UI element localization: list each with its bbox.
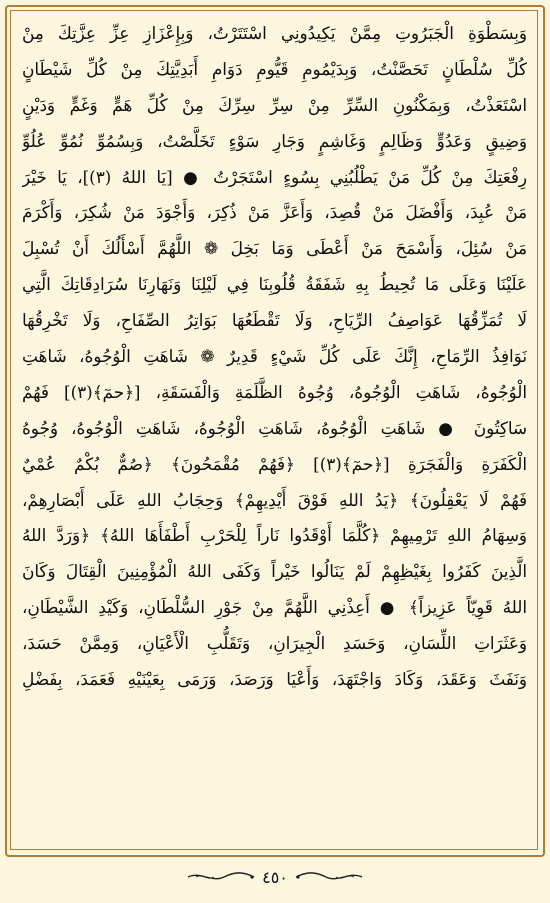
text-line: عَلَيْنَا وَعَلَى مَا تُحِيطُ بِهِ شَفَقَةُ قُلُوبِنَا فِي لَيْلِنَا وَنَهَارِنَا سُرَادِقَاتِكَ الَّتِي: [22, 274, 527, 295]
text-line: وَسِهَامُ اللهِ تَرْمِيهِمْ ﴿كُلَّمَا أَوْقَدُوا نَاراً لِلْحَرْبِ أَطْفَأَهَا اللهُ﴾ ﴿وَرَدَّ اللهُ: [22, 525, 527, 546]
text-line: رِفْعَتِكَ مِنْ كُلِّ مَنْ يَطْلُبُنِي بِسُوءٍ اسْتَجَرْتُ ● [يَا اللهُ (٣)]، يَا خَيْرَ: [22, 166, 527, 187]
footer-flourish-left-icon: [186, 869, 256, 885]
text-line: وَعَثَرَاتِ اللِّسَانِ، وَحَسَدِ الْجِيرَانِ، وَتَقَلُّبِ الْأَعْيَانِ، وَمِمَّنْ حَسَدَ،: [22, 633, 527, 654]
text-line: الْوُجُوهُ، شَاهَتِ الْوُجُوهُ، وُجُوهُ الظَّلَمَةِ وَالْفَسَقَةِ، [﴿حمٓ﴾(٣)] فَهُمْ: [22, 381, 527, 402]
text-line: اللهُ قَوِيّاً عَزِيزاً﴾ ● أَعِذْنِي اللَّهُمَّ مِنْ جَوْرِ السُّلْطَانِ، وَكَيْدِ الشَّيْطَانِ،: [22, 597, 527, 618]
page-number: ٤٥٠: [262, 867, 288, 887]
text-line: وَنَفَثَ وَعَقَدَ، وَكَادَ وَاجْتَهَدَ، وَأَعْيَا وَرَصَدَ، وَرَمَى بِعَيْنَيْهِ فَعَمَدَ، بِفَضْلِ: [22, 669, 527, 690]
text-line: نَوَافِذُ الرِّمَاحِ، إِنَّكَ عَلَى كُلِّ شَيْءٍ قَدِيرٌ ❁ شَاهَتِ الْوُجُوهُ، شَاهَتِ: [22, 346, 527, 367]
text-line: مَنْ سُئِلَ، وَأَسْمَحَ مَنْ أَعْطَى وَمَا بَخِلَ ❁ اللَّهُمَّ أَسْأَلُكَ أَنْ تُسْبِلَ: [22, 238, 527, 259]
text-line: كُلِّ سُلْطَانٍ تَحَصَّنْتُ، وَبِدَيْمُومِ قَيُّومِ دَوَامِ أَبَدِيَّتِكَ مِنْ كُلِّ شَيْطَانٍ: [22, 58, 527, 79]
text-line: وَضِيقٍ وَعَدُوٍّ وَظَالِمٍ وَغَاشِمٍ وَجَارِ سَوْءٍ تَخَلَّصْتُ، وَبِسُمُوِّ نُمُوِّ عُلُوِّ: [22, 130, 527, 151]
text-line: وَبِسَطْوَةِ الْجَبَرُوتِ مِمَّنْ يَكِيدُونِي اسْتَتَرْتُ، وَبِإِعْزَازِ عِزِّ عِزَّتِكَ مِنْ: [22, 23, 527, 43]
text-line: مَنْ عُبِدَ، وَأَفْضَلَ مَنْ قُصِدَ، وَأَعَزَّ مَنْ ذُكِرَ، وَأَجْوَدَ مَنْ شُكِرَ، وَأَكْرَمَ: [22, 202, 527, 223]
prayer-text-block: [22, 16, 527, 842]
page-footer: [175, 862, 375, 892]
text-line: اسْتَعَذْتُ، وَبِمَكْنُونِ السِّرِّ مِنْ سِرِّ سِرِّكَ مِنْ كُلِّ هَمٍّ وَغَمٍّ وَدَيْنٍ: [22, 94, 527, 115]
footer-flourish-right-icon: [294, 869, 364, 885]
text-line: الَّذِينَ كَفَرُوا بِغَيْظِهِمْ لَمْ يَنَالُوا خَيْراً وَكَفَى اللهُ الْمُؤْمِنِينَ الْقِتَالَ وَكَانَ: [22, 561, 527, 582]
text-line: الْكَفَرَةِ وَالْفَجَرَةِ [﴿حمٓ﴾(٣)] ﴿فَهُمْ مُقْمَحُونَ﴾ ﴿صُمٌّ بُكْمٌ عُمْيٌ: [22, 453, 527, 474]
text-line: فَهُمْ لَا يَعْقِلُونَ﴾ ﴿يَدُ اللهِ فَوْقَ أَيْدِيهِمْ﴾ وَحِجَابُ اللهِ عَلَى أَبْصَارِهِمْ،: [22, 489, 527, 510]
text-line: سَاكِتُونَ ● شَاهَتِ الْوُجُوهُ، شَاهَتِ الْوُجُوهُ، شَاهَتِ الْوُجُوهُ، وُجُوهُ: [22, 417, 527, 438]
text-line: لَا تُمَزِّقُهَا عَوَاصِفُ الرِّيَاحِ، وَلَا تَقْطَعُهَا بَوَاتِرُ الصِّفَاحِ، وَلَا تَخْرِقُهَا: [22, 310, 527, 331]
